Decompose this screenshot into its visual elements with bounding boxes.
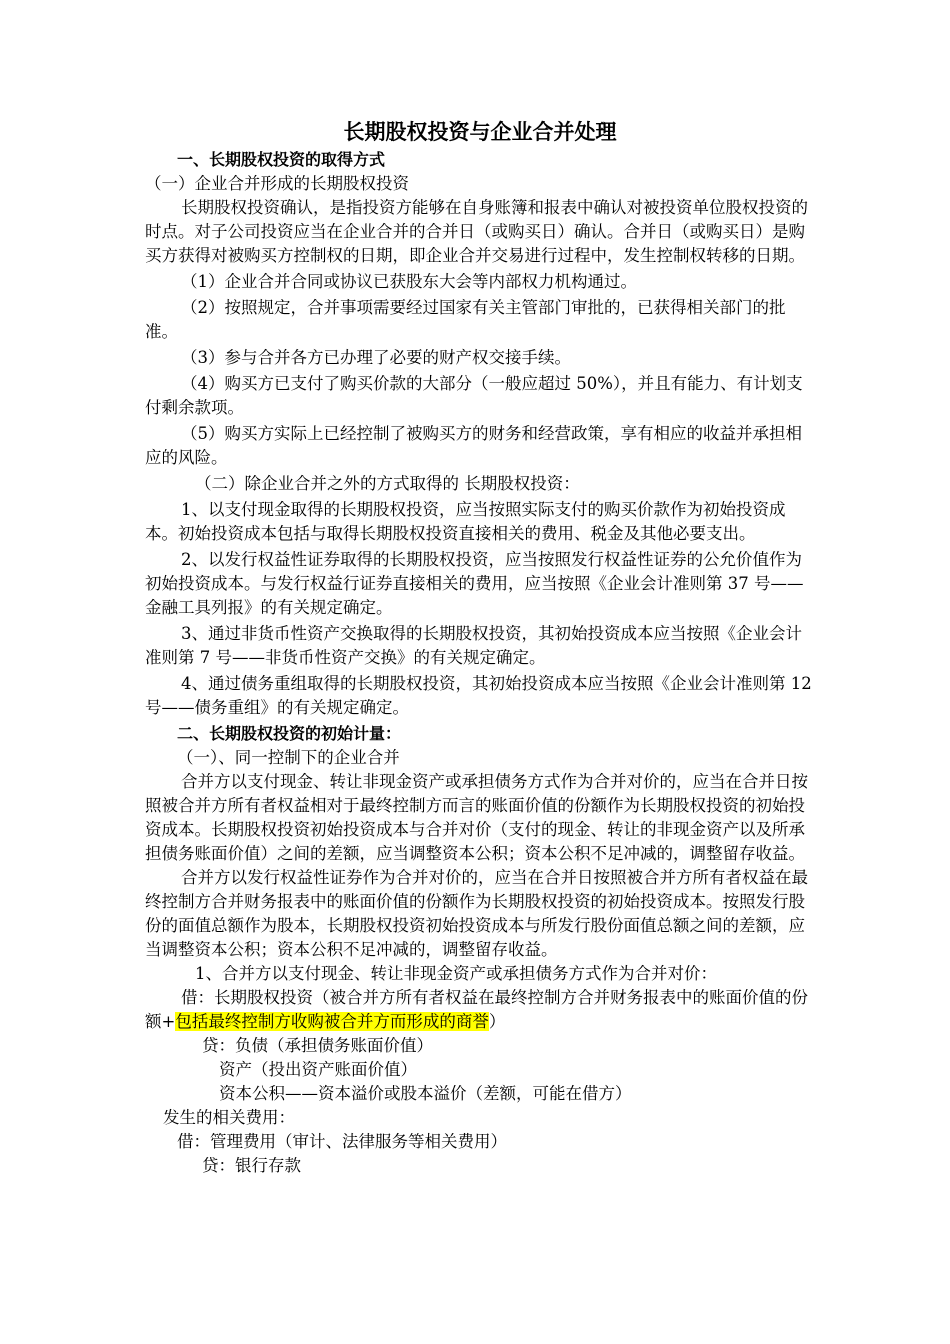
document-title: 长期股权投资与企业合并处理 bbox=[343, 120, 617, 144]
highlighted-goodwill-note: 包括最终控制方收购被合并方而形成的商誉 bbox=[175, 1012, 489, 1031]
condition-2: （2）按照规定，合并事项需要经过国家有关主管部门审批的，已获得相关部门的批准。 bbox=[145, 298, 786, 341]
condition-5: （5）购买方实际上已经控制了被购买方的财务和经营政策，享有相应的收益并承担相应的风险。 bbox=[145, 424, 802, 467]
journal-debit-1-close: ） bbox=[488, 1012, 506, 1031]
condition-4: （4）购买方已支付了购买价款的大部分（一般应超过 50%），并且有能力、有计划支付剩余款项。 bbox=[145, 374, 803, 417]
subsection-heading-2-1: （一）、同一控制下的企业合并 bbox=[177, 748, 400, 767]
journal-credit-liabilities: 贷：负债（承担债务账面价值） bbox=[202, 1036, 433, 1055]
method-4: 4、通过债务重组取得的长期股权投资，其初始投资成本应当按照《企业会计准则第 12 号——债务重组》的有关规定确定。 bbox=[145, 674, 812, 717]
paragraph-recognition: 长期股权投资确认，是指投资方能够在自身账簿和报表中确认对被投资单位股权投资的时点。对子公司投资应当在企业合并的合并日（或购买日）确认。合并日（或购买日）是购买方获得对被购买方控制权的日期，即企业合并交易进行过程中，发生控制权转移的日期。 bbox=[145, 198, 808, 265]
journal-credit-capital-reserve: 资本公积——资本溢价或股本溢价（差额，可能在借方） bbox=[219, 1084, 632, 1103]
related-expenses-label: 发生的相关费用： bbox=[163, 1108, 295, 1127]
condition-3: （3）参与合并各方已办理了必要的财产权交接手续。 bbox=[181, 348, 571, 367]
subsection-heading-1-1: （一）企业合并形成的长期股权投资 bbox=[145, 174, 409, 193]
condition-1: （1）企业合并合同或协议已获股东大会等内部权力机构通过。 bbox=[181, 272, 637, 291]
document-body bbox=[145, 118, 815, 1178]
journal-credit-bank-deposit: 贷：银行存款 bbox=[202, 1156, 301, 1175]
journal-debit-1-text: 借：长期股权投资（被合并方所有者权益在最终控制方合并财务报表中的账面价值的份额+ bbox=[145, 988, 808, 1031]
subsection-heading-1-2: （二）除企业合并之外的方式取得的 长期股权投资： bbox=[195, 474, 580, 493]
method-2: 2、以发行权益性证券取得的长期股权投资，应当按照发行权益性证券的公允价值作为初始投资成本。与发行权益行证券直接相关的费用，应当按照《企业会计准则第 37 号——金融工具列报》的有关规定确定。 bbox=[145, 550, 804, 617]
section-heading-2: 二、长期股权投资的初始计量： bbox=[177, 724, 402, 743]
method-1: 1、以支付现金取得的长期股权投资，应当按照实际支付的购买价款作为初始投资成本。初始投资成本包括与取得长期股权投资直接相关的费用、税金及其他必要支出。 bbox=[145, 500, 786, 543]
journal-debit-1 bbox=[145, 986, 815, 1034]
method-3: 3、通过非货币性资产交换取得的长期股权投资，其初始投资成本应当按照《企业会计准则第 7 号——非货币性资产交换》的有关规定确定。 bbox=[145, 624, 802, 667]
journal-debit-admin-expense: 借：管理费用（审计、法律服务等相关费用） bbox=[177, 1132, 507, 1151]
journal-credit-assets: 资产（投出资产账面价值） bbox=[219, 1060, 417, 1079]
scenario-1: 1、合并方以支付现金、转让非现金资产或承担债务方式作为合并对价： bbox=[195, 964, 717, 983]
paragraph-cash-consideration: 合并方以支付现金、转让非现金资产或承担债务方式作为合并对价的，应当在合并日按照被合并方所有者权益相对于最终控制方而言的账面价值的份额作为长期股权投资的初始投资成本。长期股权投资初始投资成本与合并对价（支付的现金、转让的非现金资产以及所承担债务账面价值）之间的差额，应当调整资本公积；资本公积不足冲减的，调整留存收益。 bbox=[145, 772, 808, 863]
section-heading-1: 一、长期股权投资的取得方式 bbox=[177, 150, 386, 169]
paragraph-equity-consideration: 合并方以发行权益性证券作为合并对价的，应当在合并日按照被合并方所有者权益在最终控制方合并财务报表中的账面价值的份额作为长期股权投资的初始投资成本。按照发行股份的面值总额作为股本，长期股权投资初始投资成本与所发行股份面值总额之间的差额，应当调整资本公积；资本公积不足冲减的，调整留存收益。 bbox=[145, 868, 808, 959]
